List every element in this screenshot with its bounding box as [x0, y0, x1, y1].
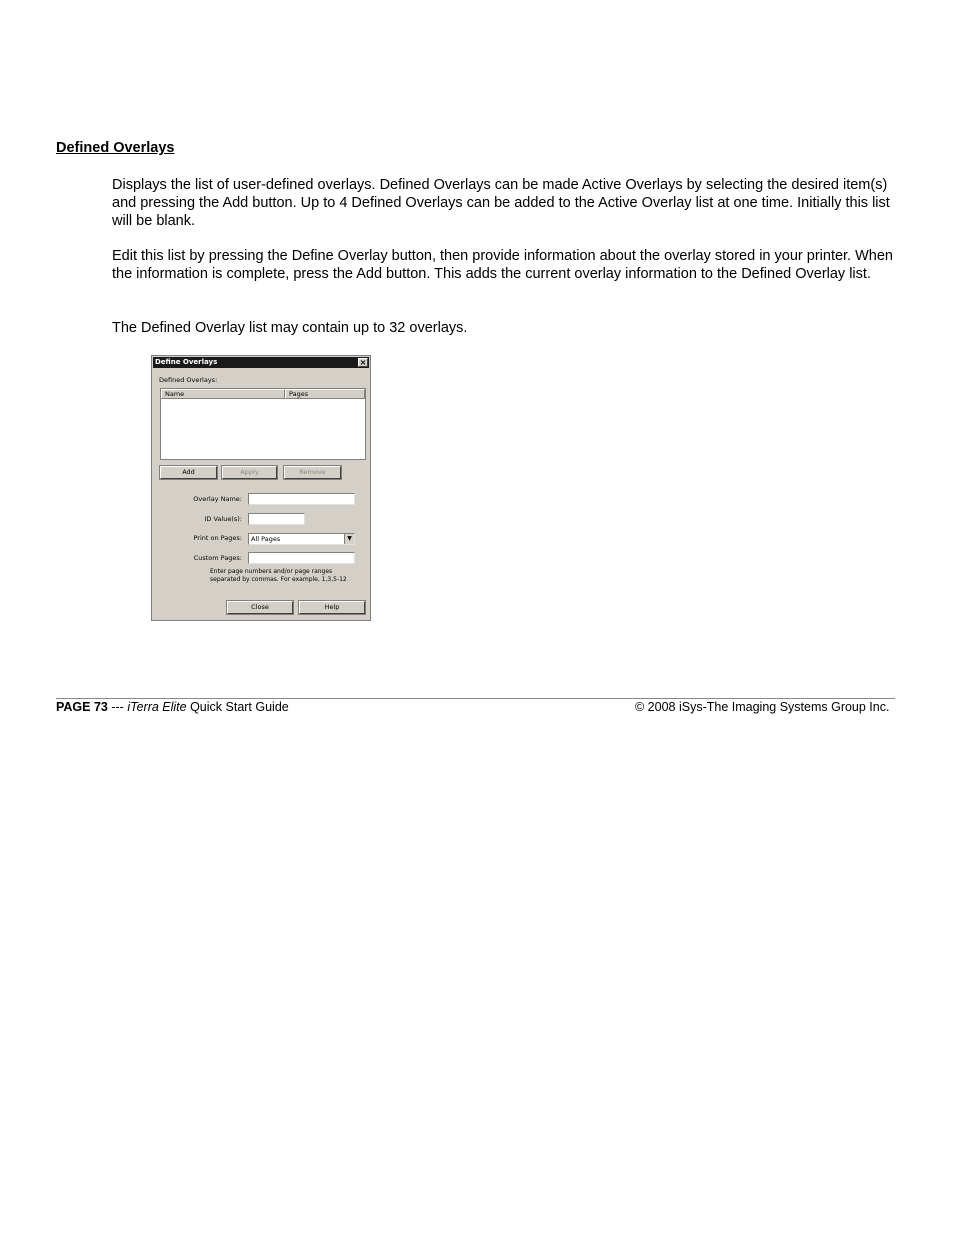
hint-line-1: Enter page numbers and/or page ranges: [210, 568, 333, 575]
footer-page-info: [56, 700, 289, 714]
footer-guide-name: Quick Start Guide: [186, 700, 289, 714]
custom-pages-label: Custom Pages:: [193, 554, 242, 562]
id-values-input[interactable]: [248, 513, 305, 525]
print-on-pages-label: Print on Pages:: [193, 534, 242, 542]
defined-overlays-list[interactable]: [160, 388, 366, 460]
overlay-name-label: Overlay Name:: [193, 495, 242, 503]
print-on-pages-select[interactable]: [248, 533, 355, 545]
defined-overlays-label: Defined Overlays:: [159, 376, 218, 384]
help-button[interactable]: Help: [299, 601, 365, 614]
apply-button[interactable]: Apply: [222, 466, 277, 479]
close-icon[interactable]: ×: [359, 358, 367, 367]
print-on-pages-value: All Pages: [251, 535, 281, 543]
close-button[interactable]: Close: [227, 601, 293, 614]
paragraph-edit-instructions: Edit this list by pressing the Define Overlay button, then provide information about the overlay stored in your printer. When the information is complete, press the Add button. This adds the current overlay information to the Defined Overlay list.: [112, 248, 893, 282]
footer-divider: [56, 698, 895, 699]
footer-separator: ---: [107, 700, 128, 714]
section-heading: Defined Overlays: [56, 140, 175, 156]
column-header-name[interactable]: Name: [161, 389, 285, 399]
dialog-titlebar: [153, 357, 369, 368]
paragraph-description: Displays the list of user-defined overlays. Defined Overlays can be made Active Overlays by selecting the desired item(s) and pressing the Add button. Up to 4 Defined Overlays can be added to the Active Overlay list at one time. Initially this list will be blank.: [112, 177, 890, 229]
remove-button[interactable]: Remove: [284, 466, 341, 479]
overlay-name-input[interactable]: [248, 493, 355, 505]
define-overlays-dialog: [151, 355, 371, 621]
hint-line-2: separated by commas. For example, 1,3,5-12: [210, 576, 347, 583]
paragraph-limit: The Defined Overlay list may contain up to 32 overlays.: [112, 320, 468, 336]
footer-product-name: iTerra Elite: [127, 700, 187, 714]
add-button[interactable]: Add: [160, 466, 217, 479]
custom-pages-hint: [210, 568, 360, 584]
id-values-label: ID Value(s):: [204, 515, 242, 523]
footer-copyright: © 2008 iSys-The Imaging Systems Group Inc.: [635, 700, 890, 714]
column-header-pages[interactable]: Pages: [285, 389, 365, 399]
custom-pages-input[interactable]: [248, 552, 355, 564]
chevron-down-icon[interactable]: ▼: [344, 534, 354, 544]
footer-page-label: PAGE 73: [56, 700, 108, 714]
dialog-title: Define Overlays: [155, 358, 218, 366]
